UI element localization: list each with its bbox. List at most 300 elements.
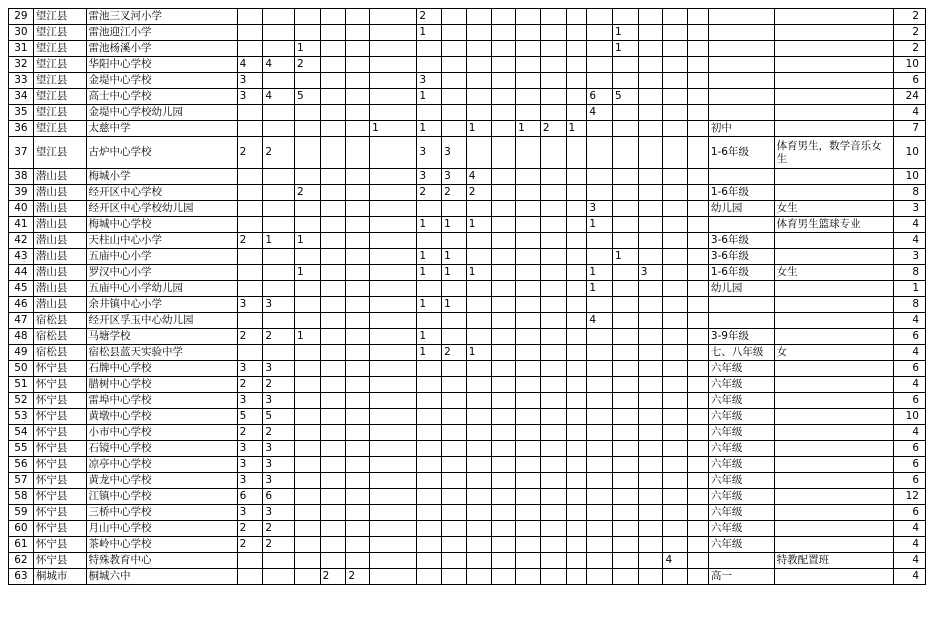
position-count-cell	[663, 9, 688, 25]
position-count-cell: 3	[237, 393, 263, 409]
position-count-cell	[688, 425, 709, 441]
position-count-cell	[294, 425, 320, 441]
position-count-cell	[370, 473, 417, 489]
position-count-cell	[688, 281, 709, 297]
position-count-cell	[417, 553, 442, 569]
position-count-cell	[638, 121, 663, 137]
position-count-cell	[263, 9, 295, 25]
position-count-cell	[688, 89, 709, 105]
position-count-cell	[237, 249, 263, 265]
position-count-cell	[540, 217, 566, 233]
position-count-cell	[346, 553, 370, 569]
note-cell	[774, 505, 893, 521]
total-cell: 6	[894, 505, 926, 521]
position-count-cell	[294, 473, 320, 489]
school-name-cell: 雷埠中心学校	[86, 393, 237, 409]
county-cell: 望江县	[33, 25, 86, 41]
position-count-cell	[346, 121, 370, 137]
position-count-cell	[540, 25, 566, 41]
position-count-cell: 3	[263, 457, 295, 473]
county-cell: 望江县	[33, 89, 86, 105]
total-cell: 10	[894, 409, 926, 425]
note-cell	[774, 457, 893, 473]
position-count-cell	[566, 457, 587, 473]
position-count-cell	[370, 441, 417, 457]
position-count-cell	[688, 537, 709, 553]
position-count-cell	[688, 233, 709, 249]
position-count-cell	[491, 201, 516, 217]
position-count-cell	[540, 137, 566, 169]
row-number-cell: 35	[9, 105, 34, 121]
school-name-cell: 天柱山中心小学	[86, 233, 237, 249]
position-count-cell	[442, 521, 467, 537]
position-count-cell	[587, 553, 613, 569]
county-cell: 望江县	[33, 121, 86, 137]
row-number-cell: 39	[9, 185, 34, 201]
position-count-cell: 2	[466, 185, 491, 201]
position-count-cell	[370, 457, 417, 473]
position-count-cell	[540, 441, 566, 457]
position-count-cell: 1	[466, 265, 491, 281]
total-cell: 4	[894, 345, 926, 361]
position-count-cell	[263, 313, 295, 329]
position-count-cell	[320, 265, 346, 281]
position-count-cell	[491, 137, 516, 169]
county-cell: 潜山县	[33, 297, 86, 313]
position-count-cell	[466, 473, 491, 489]
position-count-cell: 3	[263, 361, 295, 377]
position-count-cell: 1	[417, 249, 442, 265]
row-number-cell: 50	[9, 361, 34, 377]
position-count-cell	[491, 217, 516, 233]
total-cell: 4	[894, 425, 926, 441]
note-cell: 女生	[774, 201, 893, 217]
position-count-cell	[294, 217, 320, 233]
position-count-cell	[516, 233, 541, 249]
position-count-cell: 1	[417, 89, 442, 105]
position-count-cell	[587, 473, 613, 489]
position-count-cell	[613, 265, 639, 281]
note-cell	[774, 569, 893, 585]
position-count-cell	[442, 505, 467, 521]
position-count-cell	[263, 345, 295, 361]
position-count-cell	[320, 105, 346, 121]
note-cell	[774, 377, 893, 393]
total-cell: 6	[894, 473, 926, 489]
table-row	[9, 569, 926, 585]
grade-cell: 七、八年级	[708, 345, 774, 361]
row-number-cell: 34	[9, 89, 34, 105]
grade-cell	[708, 57, 774, 73]
position-count-cell	[638, 377, 663, 393]
total-cell: 4	[894, 521, 926, 537]
position-count-cell: 1	[417, 345, 442, 361]
row-number-cell: 53	[9, 409, 34, 425]
position-count-cell	[540, 9, 566, 25]
position-count-cell	[346, 281, 370, 297]
position-count-cell	[320, 57, 346, 73]
position-count-cell: 2	[263, 377, 295, 393]
position-count-cell	[417, 201, 442, 217]
position-count-cell	[613, 297, 639, 313]
position-count-cell	[491, 377, 516, 393]
row-number-cell: 43	[9, 249, 34, 265]
position-count-cell	[540, 201, 566, 217]
position-count-cell: 1	[466, 121, 491, 137]
position-count-cell	[320, 249, 346, 265]
position-count-cell	[263, 121, 295, 137]
position-count-cell	[417, 105, 442, 121]
position-count-cell	[237, 217, 263, 233]
position-count-cell	[294, 377, 320, 393]
position-count-cell	[442, 89, 467, 105]
table-row	[9, 105, 926, 121]
position-count-cell: 3	[263, 473, 295, 489]
position-count-cell: 4	[237, 57, 263, 73]
position-count-cell: 2	[263, 537, 295, 553]
position-count-cell	[263, 249, 295, 265]
position-count-cell	[613, 377, 639, 393]
position-count-cell	[587, 441, 613, 457]
position-count-cell	[346, 393, 370, 409]
total-cell: 2	[894, 9, 926, 25]
school-name-cell: 石牌中心学校	[86, 361, 237, 377]
position-count-cell	[370, 185, 417, 201]
position-count-cell	[613, 553, 639, 569]
position-count-cell	[613, 169, 639, 185]
position-count-cell	[491, 121, 516, 137]
position-count-cell	[587, 537, 613, 553]
note-cell	[774, 441, 893, 457]
position-count-cell	[688, 361, 709, 377]
position-count-cell	[587, 233, 613, 249]
position-count-cell	[638, 345, 663, 361]
position-count-cell	[540, 41, 566, 57]
position-count-cell	[663, 41, 688, 57]
position-count-cell	[613, 345, 639, 361]
grade-cell: 六年级	[708, 521, 774, 537]
grade-cell: 六年级	[708, 377, 774, 393]
total-cell: 10	[894, 169, 926, 185]
position-count-cell	[516, 425, 541, 441]
row-number-cell: 42	[9, 233, 34, 249]
position-count-cell	[442, 473, 467, 489]
position-count-cell	[688, 345, 709, 361]
position-count-cell	[516, 57, 541, 73]
position-count-cell	[516, 201, 541, 217]
school-name-cell: 宿松县蓝天实验中学	[86, 345, 237, 361]
position-count-cell	[294, 105, 320, 121]
row-number-cell: 30	[9, 25, 34, 41]
note-cell	[774, 121, 893, 137]
table-row	[9, 489, 926, 505]
position-count-cell: 2	[417, 9, 442, 25]
position-count-cell	[417, 441, 442, 457]
position-count-cell	[294, 441, 320, 457]
position-count-cell: 2	[237, 233, 263, 249]
position-count-cell	[638, 473, 663, 489]
position-count-cell	[466, 249, 491, 265]
position-count-cell	[638, 217, 663, 233]
position-count-cell	[663, 73, 688, 89]
position-count-cell	[294, 73, 320, 89]
position-count-cell	[638, 233, 663, 249]
position-count-cell	[491, 41, 516, 57]
position-count-cell	[587, 73, 613, 89]
position-count-cell	[663, 505, 688, 521]
position-count-cell: 2	[263, 425, 295, 441]
position-count-cell	[466, 425, 491, 441]
position-count-cell	[294, 25, 320, 41]
position-count-cell	[466, 361, 491, 377]
position-count-cell	[566, 89, 587, 105]
table-row	[9, 329, 926, 345]
position-count-cell	[346, 169, 370, 185]
position-count-cell	[263, 265, 295, 281]
position-count-cell	[540, 505, 566, 521]
position-count-cell: 6	[587, 89, 613, 105]
school-name-cell: 雷池迎江小学	[86, 25, 237, 41]
position-count-cell	[320, 409, 346, 425]
grade-cell: 六年级	[708, 457, 774, 473]
table-row	[9, 249, 926, 265]
row-number-cell: 48	[9, 329, 34, 345]
position-count-cell	[540, 233, 566, 249]
position-count-cell	[346, 457, 370, 473]
position-count-cell: 1	[613, 249, 639, 265]
position-count-cell	[320, 345, 346, 361]
position-count-cell	[294, 169, 320, 185]
note-cell	[774, 233, 893, 249]
position-count-cell	[466, 233, 491, 249]
position-count-cell	[370, 249, 417, 265]
note-cell	[774, 25, 893, 41]
position-count-cell: 1	[294, 233, 320, 249]
position-count-cell	[320, 329, 346, 345]
position-count-cell	[442, 537, 467, 553]
note-cell: 体育男生，数学音乐女生	[774, 137, 893, 169]
position-count-cell: 3	[237, 473, 263, 489]
position-count-cell	[320, 73, 346, 89]
position-count-cell	[346, 201, 370, 217]
school-name-cell: 经开区中心学校	[86, 185, 237, 201]
position-count-cell	[688, 409, 709, 425]
position-count-cell	[516, 505, 541, 521]
position-count-cell: 3	[237, 73, 263, 89]
position-count-cell	[688, 217, 709, 233]
position-count-cell	[688, 105, 709, 121]
position-count-cell	[613, 473, 639, 489]
position-count-cell	[237, 569, 263, 585]
position-count-cell	[237, 169, 263, 185]
position-count-cell	[370, 57, 417, 73]
total-cell: 4	[894, 537, 926, 553]
row-number-cell: 63	[9, 569, 34, 585]
position-count-cell	[237, 201, 263, 217]
position-count-cell	[237, 313, 263, 329]
position-count-cell	[417, 425, 442, 441]
position-count-cell	[516, 473, 541, 489]
position-count-cell	[516, 521, 541, 537]
position-count-cell: 3	[263, 441, 295, 457]
position-count-cell	[587, 505, 613, 521]
row-number-cell: 62	[9, 553, 34, 569]
position-count-cell	[516, 409, 541, 425]
position-count-cell	[540, 377, 566, 393]
position-count-cell	[466, 489, 491, 505]
position-count-cell	[442, 73, 467, 89]
position-count-cell: 3	[417, 73, 442, 89]
school-name-cell: 华阳中心学校	[86, 57, 237, 73]
table-row	[9, 265, 926, 281]
position-count-cell	[613, 9, 639, 25]
position-count-cell: 1	[566, 121, 587, 137]
position-count-cell	[516, 489, 541, 505]
row-number-cell: 45	[9, 281, 34, 297]
grade-cell: 六年级	[708, 425, 774, 441]
position-count-cell	[688, 25, 709, 41]
position-count-cell	[638, 57, 663, 73]
position-count-cell	[346, 489, 370, 505]
table-row	[9, 345, 926, 361]
position-count-cell	[346, 329, 370, 345]
position-count-cell	[638, 137, 663, 169]
row-number-cell: 55	[9, 441, 34, 457]
position-count-cell	[688, 185, 709, 201]
position-count-cell	[346, 185, 370, 201]
position-count-cell	[320, 9, 346, 25]
position-count-cell	[491, 73, 516, 89]
position-count-cell	[491, 441, 516, 457]
table-row	[9, 89, 926, 105]
position-count-cell	[638, 569, 663, 585]
position-count-cell	[442, 25, 467, 41]
row-number-cell: 52	[9, 393, 34, 409]
row-number-cell: 47	[9, 313, 34, 329]
position-count-cell	[466, 393, 491, 409]
county-cell: 怀宁县	[33, 489, 86, 505]
total-cell: 6	[894, 73, 926, 89]
total-cell: 7	[894, 121, 926, 137]
position-count-cell	[491, 505, 516, 521]
table-row	[9, 537, 926, 553]
position-count-cell	[587, 137, 613, 169]
position-count-cell: 1	[417, 265, 442, 281]
position-count-cell	[466, 105, 491, 121]
position-count-cell	[566, 569, 587, 585]
table-row	[9, 297, 926, 313]
note-cell	[774, 361, 893, 377]
position-count-cell	[516, 9, 541, 25]
position-count-cell	[663, 425, 688, 441]
row-number-cell: 61	[9, 537, 34, 553]
position-count-cell	[613, 537, 639, 553]
position-count-cell	[638, 89, 663, 105]
total-cell: 2	[894, 41, 926, 57]
position-count-cell	[516, 169, 541, 185]
grade-cell: 3-6年级	[708, 249, 774, 265]
position-count-cell	[566, 521, 587, 537]
position-count-cell: 2	[320, 569, 346, 585]
position-count-cell: 5	[237, 409, 263, 425]
county-cell: 怀宁县	[33, 425, 86, 441]
position-count-cell	[346, 73, 370, 89]
position-count-cell	[370, 217, 417, 233]
county-cell: 怀宁县	[33, 361, 86, 377]
row-number-cell: 49	[9, 345, 34, 361]
position-count-cell	[263, 201, 295, 217]
position-count-cell: 1	[613, 25, 639, 41]
position-count-cell	[566, 265, 587, 281]
note-cell	[774, 249, 893, 265]
note-cell	[774, 89, 893, 105]
note-cell	[774, 73, 893, 89]
position-count-cell	[566, 297, 587, 313]
position-count-cell	[320, 25, 346, 41]
position-count-cell	[491, 313, 516, 329]
position-count-cell	[370, 265, 417, 281]
county-cell: 潜山县	[33, 185, 86, 201]
position-count-cell	[370, 297, 417, 313]
position-count-cell: 2	[237, 425, 263, 441]
position-count-cell	[320, 185, 346, 201]
position-count-cell	[370, 489, 417, 505]
position-count-cell: 2	[263, 329, 295, 345]
position-count-cell	[663, 233, 688, 249]
table-row	[9, 57, 926, 73]
position-count-cell	[320, 393, 346, 409]
position-count-cell: 3	[237, 441, 263, 457]
note-cell	[774, 537, 893, 553]
position-count-cell: 1	[587, 217, 613, 233]
position-count-cell	[516, 457, 541, 473]
position-count-cell	[294, 281, 320, 297]
position-count-cell	[346, 25, 370, 41]
position-count-cell	[688, 489, 709, 505]
position-count-cell	[370, 361, 417, 377]
grade-cell	[708, 313, 774, 329]
position-count-cell	[346, 41, 370, 57]
position-count-cell	[638, 457, 663, 473]
position-count-cell	[638, 553, 663, 569]
position-count-cell	[638, 105, 663, 121]
position-count-cell	[663, 297, 688, 313]
grade-cell: 六年级	[708, 473, 774, 489]
position-count-cell	[320, 505, 346, 521]
position-count-cell	[417, 393, 442, 409]
position-count-cell	[663, 137, 688, 169]
county-cell: 潜山县	[33, 169, 86, 185]
position-count-cell	[442, 361, 467, 377]
county-cell: 怀宁县	[33, 377, 86, 393]
position-count-cell	[587, 57, 613, 73]
position-count-cell	[566, 233, 587, 249]
position-count-cell	[663, 361, 688, 377]
note-cell	[774, 425, 893, 441]
position-count-cell: 3	[263, 505, 295, 521]
position-count-cell	[613, 217, 639, 233]
total-cell: 8	[894, 185, 926, 201]
position-count-cell	[491, 57, 516, 73]
position-count-cell: 1	[613, 41, 639, 57]
position-count-cell	[638, 169, 663, 185]
position-count-cell	[320, 233, 346, 249]
position-count-cell	[663, 393, 688, 409]
position-count-cell	[466, 201, 491, 217]
position-count-cell	[566, 345, 587, 361]
position-count-cell	[540, 329, 566, 345]
table-row	[9, 425, 926, 441]
